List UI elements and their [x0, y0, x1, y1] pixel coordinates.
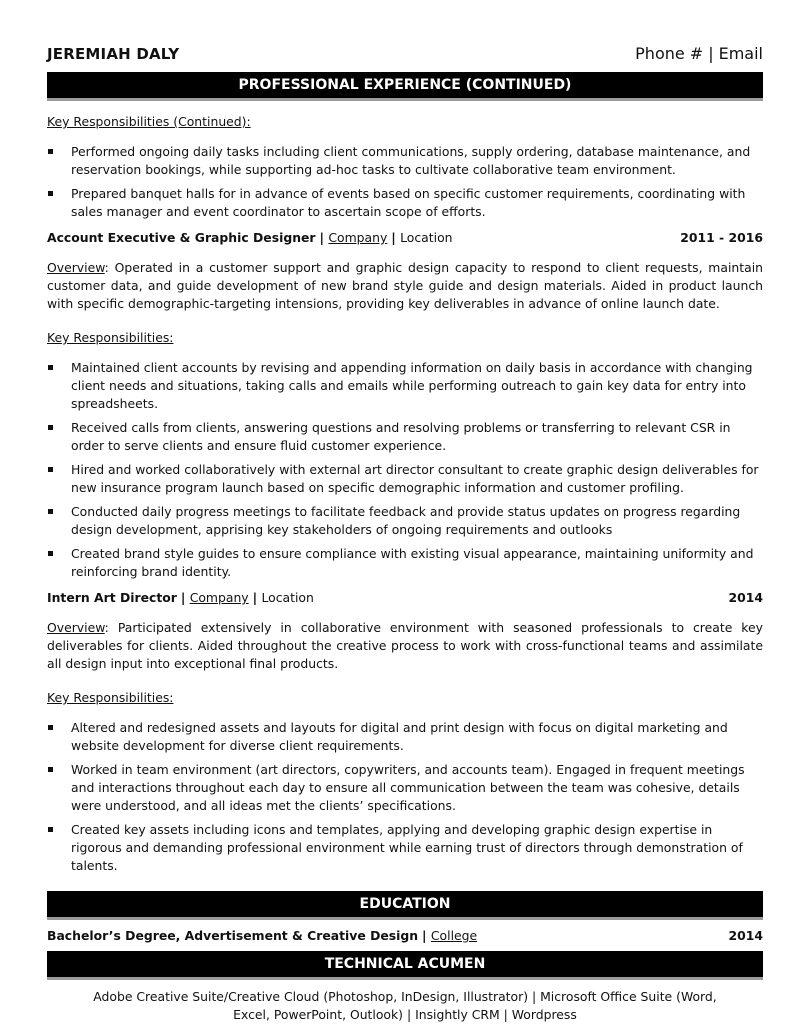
degree-name: Bachelor’s Degree, Advertisement & Creative Design: [47, 928, 419, 943]
job-bullet-list: [47, 359, 763, 581]
contact-separator: |: [708, 44, 714, 63]
section-header-education: EDUCATION: [47, 891, 763, 920]
bullet-item: Received calls from clients, answering questions and resolving problems or transferring to relevant CSR in order to serve clients and ensure fluid customer experience.: [47, 419, 763, 455]
job-title: Account Executive & Graphic Designer: [47, 230, 316, 245]
technical-skills: Adobe Creative Suite/Creative Cloud (Photoshop, InDesign, Illustrator) | Microsoft Office Suite (Word, Excel, PowerPoint, Outlook) | Insightly CRM | Wordpress: [93, 989, 717, 1022]
job-heading: [47, 589, 763, 607]
continued-bullet-list: [47, 143, 763, 221]
bullet-item: Hired and worked collaboratively with external art director consultant to create graphic design deliverables for new insurance program launch based on specific demographic information and customer profiling.: [47, 461, 763, 497]
phone-placeholder: Phone #: [635, 44, 704, 63]
bullet-item: Prepared banquet halls for in advance of events based on specific customer requirements, coordinating with sales manager and event coordinator to ascertain scope of efforts.: [47, 185, 763, 221]
job-years: 2011 - 2016: [680, 230, 763, 245]
overview-label: Overview: [47, 620, 105, 635]
key-responsibilities-continued-heading: Key Responsibilities (Continued):: [47, 114, 251, 129]
section-header-experience: PROFESSIONAL EXPERIENCE (CONTINUED): [47, 72, 763, 101]
bullet-item: Performed ongoing daily tasks including client communications, supply ordering, database maintenance, and reservation bookings, while supporting ad-hoc tasks to cultivate collaborative team environment.: [47, 143, 763, 179]
bullet-item: Conducted daily progress meetings to facilitate feedback and provide status updates on progress regarding design development, apprising key stakeholders of ongoing requirements and outlooks: [47, 503, 763, 539]
job-bullet-list: [47, 719, 763, 875]
candidate-name: JEREMIAH DALY: [47, 45, 180, 63]
email-placeholder: Email: [718, 44, 763, 63]
job-location: Location: [400, 230, 453, 245]
section-header-technical: TECHNICAL ACUMEN: [47, 951, 763, 980]
overview-text: : Participated extensively in collaborative environment with seasoned professionals to create key deliverables for clients. Aided throughout the creative process to work with cross-functional teams and assimilate all design input into exceptional final products.: [47, 620, 763, 671]
job-overview: [47, 619, 763, 673]
education-line: Bachelor’s Degree, Advertisement & Creative Design | College: [47, 928, 478, 943]
job-title-line: Intern Art Director | Company | Location: [47, 590, 314, 605]
bullet-item: Created key assets including icons and templates, applying and developing graphic design expertise in rigorous and demanding professional environment while earning trust of directors through demonstration of talents.: [47, 821, 763, 875]
bullet-item: Maintained client accounts by revising and appending information on daily basis in accordance with changing client needs and situations, taking calls and emails while performing outreach to gain key data for entry into spreadsheets.: [47, 359, 763, 413]
overview-label: Overview: [47, 260, 105, 275]
company-name: Company: [328, 230, 388, 245]
key-responsibilities-heading: Key Responsibilities:: [47, 330, 174, 345]
key-responsibilities-heading: Key Responsibilities:: [47, 690, 174, 705]
education-entry: [47, 927, 763, 945]
company-name: Company: [189, 590, 249, 605]
bullet-item: Worked in team environment (art directors, copywriters, and accounts team). Engaged in frequent meetings and interactions throughout each day to ensure all communication between the team was cohesive, details were understood, and all ideas met the clients’ specifications.: [47, 761, 763, 815]
job-title-line: Account Executive & Graphic Designer | Company | Location: [47, 230, 453, 245]
job-title: Intern Art Director: [47, 590, 177, 605]
bullet-item: Altered and redesigned assets and layouts for digital and print design with focus on digital marketing and website development for diverse client requirements.: [47, 719, 763, 755]
overview-text: : Operated in a customer support and graphic design capacity to respond to client requests, maintain customer data, and guide development of new brand style guide and design materials. Aided in product launch with specific demographic-targeting intensions, providing key deliverables in advance of online launch date.: [47, 260, 763, 311]
job-years: 2014: [728, 590, 763, 605]
contact-info: [635, 44, 763, 63]
bullet-item: Created brand style guides to ensure compliance with existing visual appearance, maintaining uniformity and reinforcing brand identity.: [47, 545, 763, 581]
job-overview: [47, 259, 763, 313]
job-location: Location: [261, 590, 314, 605]
school-name: College: [430, 928, 478, 943]
graduation-year: 2014: [728, 928, 763, 943]
job-heading: [47, 229, 763, 247]
resume-header: [47, 44, 763, 72]
